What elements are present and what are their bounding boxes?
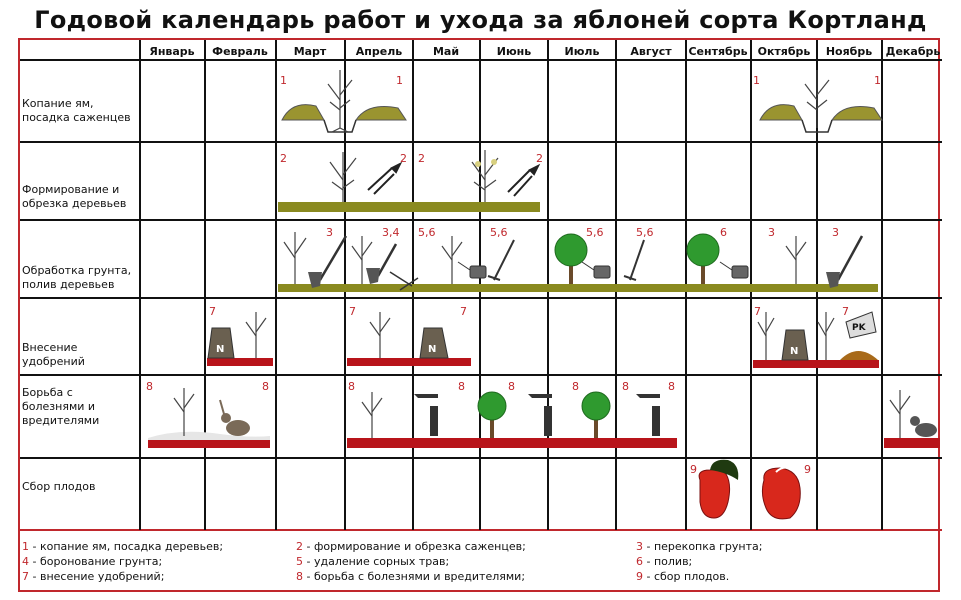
work-mark: 3 xyxy=(832,226,839,239)
watering-can-icon xyxy=(458,262,486,278)
legend-item xyxy=(22,540,223,553)
row-label xyxy=(22,183,126,210)
month-header: Август xyxy=(630,45,672,58)
month-header: Март xyxy=(293,45,327,58)
work-mark: 3 xyxy=(768,226,775,239)
row-label-line: удобрений xyxy=(22,355,85,368)
row-label-line: Копание ям, xyxy=(22,97,94,110)
fertilizer-bag-label: N xyxy=(790,346,799,357)
sprayer-icon xyxy=(414,394,438,436)
legend-item xyxy=(296,570,525,583)
tree-icon xyxy=(370,312,390,358)
work-mark: 8 xyxy=(668,380,675,393)
row-label-line: Внесение xyxy=(22,341,78,354)
tree-icon xyxy=(174,388,194,436)
legend-text: - сбор плодов. xyxy=(643,570,730,583)
soil-mound xyxy=(282,105,324,120)
tree-icon xyxy=(786,236,806,284)
month-header: Май xyxy=(432,45,460,58)
tree-icon xyxy=(362,392,382,438)
sprayer-icon xyxy=(636,394,660,436)
legend-number: 7 xyxy=(22,570,29,583)
fertilizer-bag-label: N xyxy=(428,344,437,355)
pruner-icon xyxy=(368,164,400,194)
row-label-line: обрезка деревьев xyxy=(22,197,127,210)
work-mark: 3 xyxy=(326,226,333,239)
legend-number: 8 xyxy=(296,570,303,583)
legend-item xyxy=(636,570,729,583)
calendar-frame xyxy=(18,38,940,592)
legend-text: - перекопка грунта; xyxy=(643,540,763,553)
apple-tree-icon xyxy=(582,392,610,438)
row-label-line: Обработка грунта, xyxy=(22,264,132,277)
work-mark: 7 xyxy=(349,305,356,318)
work-mark: 8 xyxy=(146,380,153,393)
legend-text: - полив; xyxy=(643,555,693,568)
legend-item xyxy=(22,555,162,568)
legend-number: 6 xyxy=(636,555,643,568)
month-header: Сентябрь xyxy=(688,45,748,58)
soil-mound xyxy=(832,107,882,121)
fertilizer-bag-icon xyxy=(208,328,234,358)
row-label xyxy=(22,97,131,124)
legend-item xyxy=(22,570,164,583)
tree-icon xyxy=(246,312,266,358)
ground-strip xyxy=(347,358,471,366)
fertilizer-pile-icon xyxy=(840,312,878,360)
work-mark: 5,6 xyxy=(418,226,436,239)
ground-strip xyxy=(278,202,540,212)
work-mark: 1 xyxy=(396,74,403,87)
calendar-grid xyxy=(20,40,942,594)
tree-icon xyxy=(890,390,910,438)
legend-number: 2 xyxy=(296,540,303,553)
page-title: Годовой календарь работ и ухода за яблоней сорта Кортланд xyxy=(34,6,927,34)
ground-strip xyxy=(884,438,940,448)
legend-item xyxy=(636,540,762,553)
work-mark: 1 xyxy=(280,74,287,87)
work-mark: 9 xyxy=(804,463,811,476)
apple-tree-icon xyxy=(478,392,506,438)
work-mark: 1 xyxy=(874,74,881,87)
legend-text: - борьба с болезнями и вредителями; xyxy=(303,570,526,583)
work-mark: 9 xyxy=(690,463,697,476)
row-label xyxy=(22,264,131,291)
legend-number: 4 xyxy=(22,555,29,568)
snow-cover xyxy=(148,432,270,440)
watering-can-icon xyxy=(582,262,610,278)
work-mark: 8 xyxy=(262,380,269,393)
shovel-icon xyxy=(826,236,862,288)
work-mark: 8 xyxy=(572,380,579,393)
tree-icon xyxy=(818,312,834,360)
row-label xyxy=(22,341,85,368)
work-mark: 2 xyxy=(400,152,407,165)
row-label-line: полив деревьев xyxy=(22,278,115,291)
legend-text: - боронование грунта; xyxy=(29,555,163,568)
fertilizer-bag-label: PK xyxy=(852,323,866,333)
work-mark: 5,6 xyxy=(636,226,654,239)
work-mark: 2 xyxy=(280,152,287,165)
sapling-icon xyxy=(805,70,829,128)
ground-strip xyxy=(753,360,879,368)
month-header: Ноябрь xyxy=(825,45,873,58)
pruner-icon xyxy=(508,166,538,196)
month-header: Декабрь xyxy=(885,45,941,58)
hoe-icon xyxy=(488,240,514,280)
fertilizer-illustration xyxy=(207,305,879,368)
soil-mound xyxy=(356,107,406,121)
hoe-icon xyxy=(624,240,644,280)
apple-tree-icon xyxy=(687,234,719,284)
blossom xyxy=(475,161,481,167)
row-label xyxy=(22,386,99,427)
hare-icon xyxy=(220,400,250,436)
work-mark: 2 xyxy=(418,152,425,165)
legend-number: 3 xyxy=(636,540,643,553)
shovel-icon xyxy=(366,244,396,284)
tree-icon xyxy=(758,312,774,360)
tree-icon xyxy=(472,150,498,202)
work-mark: 6 xyxy=(720,226,727,239)
planting-illustration xyxy=(280,70,882,132)
legend-text: - внесение удобрений; xyxy=(29,570,165,583)
month-header: Июнь xyxy=(496,45,532,58)
tree-icon xyxy=(284,232,306,284)
legend-item xyxy=(296,555,449,568)
shovel-icon xyxy=(308,236,346,288)
row-label-line: вредителями xyxy=(22,414,100,427)
work-mark: 8 xyxy=(622,380,629,393)
tree-icon xyxy=(442,236,462,284)
sapling-icon xyxy=(328,70,352,132)
apple-icon xyxy=(762,468,800,519)
work-mark: 3,4 xyxy=(382,226,400,239)
watering-can-icon xyxy=(720,262,748,278)
work-mark: 2 xyxy=(536,152,543,165)
legend-item xyxy=(636,555,692,568)
tree-icon xyxy=(330,152,356,202)
month-header: Октябрь xyxy=(757,45,811,58)
work-mark: 7 xyxy=(209,305,216,318)
legend-item xyxy=(296,540,526,553)
work-mark: 7 xyxy=(754,305,761,318)
month-header: Январь xyxy=(149,45,195,58)
soil-mound xyxy=(760,105,802,120)
fertilizer-bag-icon xyxy=(420,328,448,358)
ground-strip xyxy=(278,284,878,292)
row-label: Сбор плодов xyxy=(22,480,96,493)
blossom xyxy=(491,159,497,165)
work-mark: 1 xyxy=(753,74,760,87)
month-header: Июль xyxy=(564,45,600,58)
work-mark: 7 xyxy=(460,305,467,318)
month-header: Апрель xyxy=(355,45,403,58)
row-label-line: посадка саженцев xyxy=(22,111,131,124)
legend-number: 9 xyxy=(636,570,643,583)
work-mark: 5,6 xyxy=(586,226,604,239)
hare-icon xyxy=(910,416,937,437)
legend-text: - копание ям, посадка деревьев; xyxy=(29,540,224,553)
work-mark: 8 xyxy=(458,380,465,393)
row-label-line: Борьба с xyxy=(22,386,73,399)
month-header: Февраль xyxy=(212,45,268,58)
ground-strip xyxy=(347,438,677,448)
ground-strip xyxy=(207,358,273,366)
legend-text: - формирование и обрезка саженцев; xyxy=(303,540,526,553)
row-label-line: Формирование и xyxy=(22,183,120,196)
row-label-line: болезнями и xyxy=(22,400,96,413)
work-mark: 7 xyxy=(842,305,849,318)
fertilizer-bag-label: N xyxy=(216,344,225,355)
work-mark: 5,6 xyxy=(490,226,508,239)
pruning-illustration xyxy=(278,150,543,212)
legend-text: - удаление сорных трав; xyxy=(303,555,450,568)
apple-icon xyxy=(699,460,738,518)
fertilizer-bag-icon xyxy=(782,330,808,360)
apple-tree-icon xyxy=(555,234,587,284)
cultivation-illustration xyxy=(278,226,878,292)
work-mark: 8 xyxy=(348,380,355,393)
legend-number: 5 xyxy=(296,555,303,568)
pest-control-illustration xyxy=(146,380,940,448)
legend-number: 1 xyxy=(22,540,29,553)
work-mark: 8 xyxy=(508,380,515,393)
